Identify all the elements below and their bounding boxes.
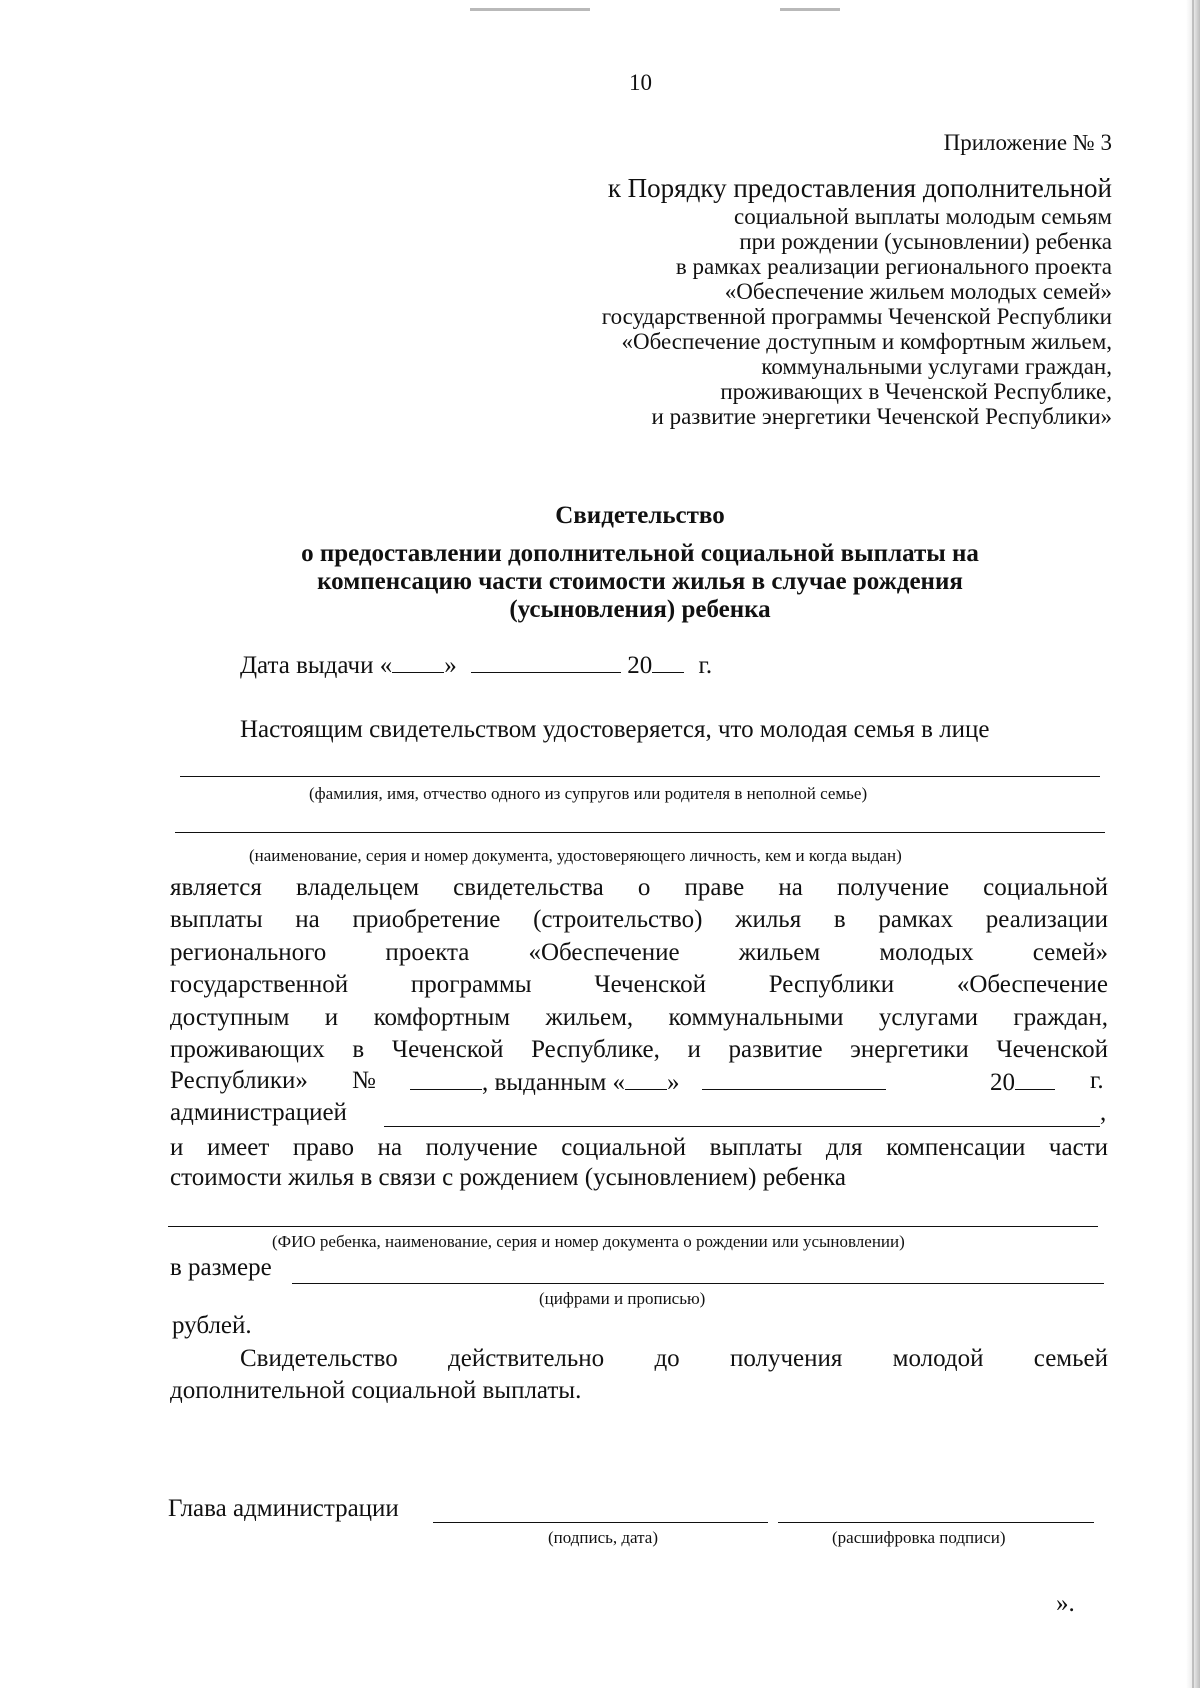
child-info-field[interactable] <box>168 1226 1098 1227</box>
appendix-line: и развитие энергетики Чеченской Республики» <box>651 404 1112 429</box>
caption-signature-decode: (расшифровка подписи) <box>832 1528 1006 1547</box>
certificate-year-suffix: г. <box>1090 1067 1104 1094</box>
signature-label: Глава администрации <box>168 1495 399 1522</box>
issue-date-label: Дата выдачи « <box>240 652 393 679</box>
caption-identity-document: (наименование, серия и номер документа, удостоверяющего личность, кем и когда выдан) <box>249 846 902 865</box>
caption-signature: (подпись, дата) <box>548 1528 659 1547</box>
admin-comma: , <box>1100 1099 1107 1126</box>
para-line: регионального проекта «Обеспечение жильем молодых семей» <box>170 939 1108 966</box>
republic-word: Республики» <box>170 1067 308 1094</box>
para-line: проживающих в Чеченской Республике, и развитие энергетики Чеченской <box>170 1036 1108 1063</box>
para-line: выплаты на приобретение (строительство) жилья в рамках реализации <box>170 906 1108 933</box>
issue-year-field[interactable] <box>652 650 684 673</box>
issue-month-field[interactable] <box>471 650 621 673</box>
issue-year-prefix: 20 <box>627 652 653 679</box>
certificate-year <box>990 1067 1055 1097</box>
validity-line: Свидетельство действительно до получения молодой семьей <box>240 1345 1108 1372</box>
para-line: доступным и комфортным жильем, коммунальными услугами граждан, <box>170 1004 1108 1031</box>
appendix-line: социальной выплаты молодым семьям <box>734 204 1112 229</box>
identity-document-field[interactable] <box>175 832 1105 833</box>
para-line: является владельцем свидетельства о праве на получение социальной <box>170 874 1108 901</box>
subtitle-line: компенсацию части стоимости жилья в случае рождения <box>317 568 963 595</box>
rubles-word: рублей. <box>172 1312 252 1339</box>
issue-year-suffix: г. <box>698 652 713 679</box>
caption-child: (ФИО ребенка, наименование, серия и номер документа о рождении или усыновлении) <box>272 1232 905 1251</box>
intro-text: Настоящим свидетельством удостоверяется, что молодая семья в лице <box>240 716 990 743</box>
para-line: государственной программы Чеченской Республики «Обеспечение <box>170 971 1108 998</box>
page-number: 10 <box>629 70 652 95</box>
issue-date-quote-close: » <box>444 652 457 679</box>
scan-artifact-mark <box>470 8 590 11</box>
scan-edge-line <box>1192 0 1194 1688</box>
closing-quote: ». <box>1056 1590 1075 1617</box>
appendix-line: при рождении (усыновлении) ребенка <box>739 229 1112 254</box>
certificate-year-field[interactable] <box>1015 1067 1055 1090</box>
amount-label: в размере <box>170 1254 272 1281</box>
issue-date-line <box>240 650 712 680</box>
issued-quote-close: » <box>667 1069 680 1096</box>
document-subtitle <box>200 540 1080 624</box>
certificate-month-field[interactable] <box>702 1067 886 1090</box>
certificate-number-line <box>410 1067 886 1097</box>
certificate-number-field[interactable] <box>410 1067 482 1090</box>
appendix-line: «Обеспечение жильем молодых семей» <box>724 279 1112 304</box>
subtitle-line: (усыновления) ребенка <box>509 596 771 623</box>
appendix-line: «Обеспечение доступным и комфортным жильем, <box>621 329 1112 354</box>
appendix-line: к Порядку предоставления дополнительной <box>607 173 1112 203</box>
certificate-year-prefix: 20 <box>990 1069 1015 1096</box>
signature-date-field[interactable] <box>433 1522 768 1523</box>
issued-word: , выданным « <box>482 1069 626 1096</box>
administration-field[interactable] <box>384 1126 1100 1127</box>
validity-line: дополнительной социальной выплаты. <box>170 1377 582 1404</box>
appendix-reference <box>602 172 1112 429</box>
appendix-title: Приложение № 3 <box>943 130 1112 155</box>
amount-field[interactable] <box>292 1283 1104 1284</box>
fio-field[interactable] <box>180 776 1100 777</box>
appendix-line: государственной программы Чеченской Республики <box>601 304 1112 329</box>
appendix-line: в рамках реализации регионального проекта <box>675 254 1112 279</box>
subtitle-line: о предоставлении дополнительной социальной выплаты на <box>301 540 979 567</box>
right-line: стоимости жилья в связи с рождением (усыновлением) ребенка <box>170 1164 847 1191</box>
caption-amount: (цифрами и прописью) <box>539 1289 706 1308</box>
appendix-line: проживающих в Чеченской Республике, <box>720 379 1112 404</box>
document-title: Свидетельство <box>555 502 725 529</box>
right-line: и имеет право на получение социальной выплаты для компенсации части <box>170 1134 1108 1161</box>
certificate-day-field[interactable] <box>625 1067 667 1090</box>
admin-word: администрацией <box>170 1099 347 1126</box>
caption-fio: (фамилия, имя, отчество одного из супругов или родителя в неполной семье) <box>309 784 868 803</box>
signature-decode-field[interactable] <box>778 1522 1094 1523</box>
number-sign: № <box>352 1067 376 1094</box>
issue-day-field[interactable] <box>392 650 444 673</box>
appendix-line: коммунальными услугами граждан, <box>761 354 1112 379</box>
scan-artifact-mark <box>780 8 840 11</box>
